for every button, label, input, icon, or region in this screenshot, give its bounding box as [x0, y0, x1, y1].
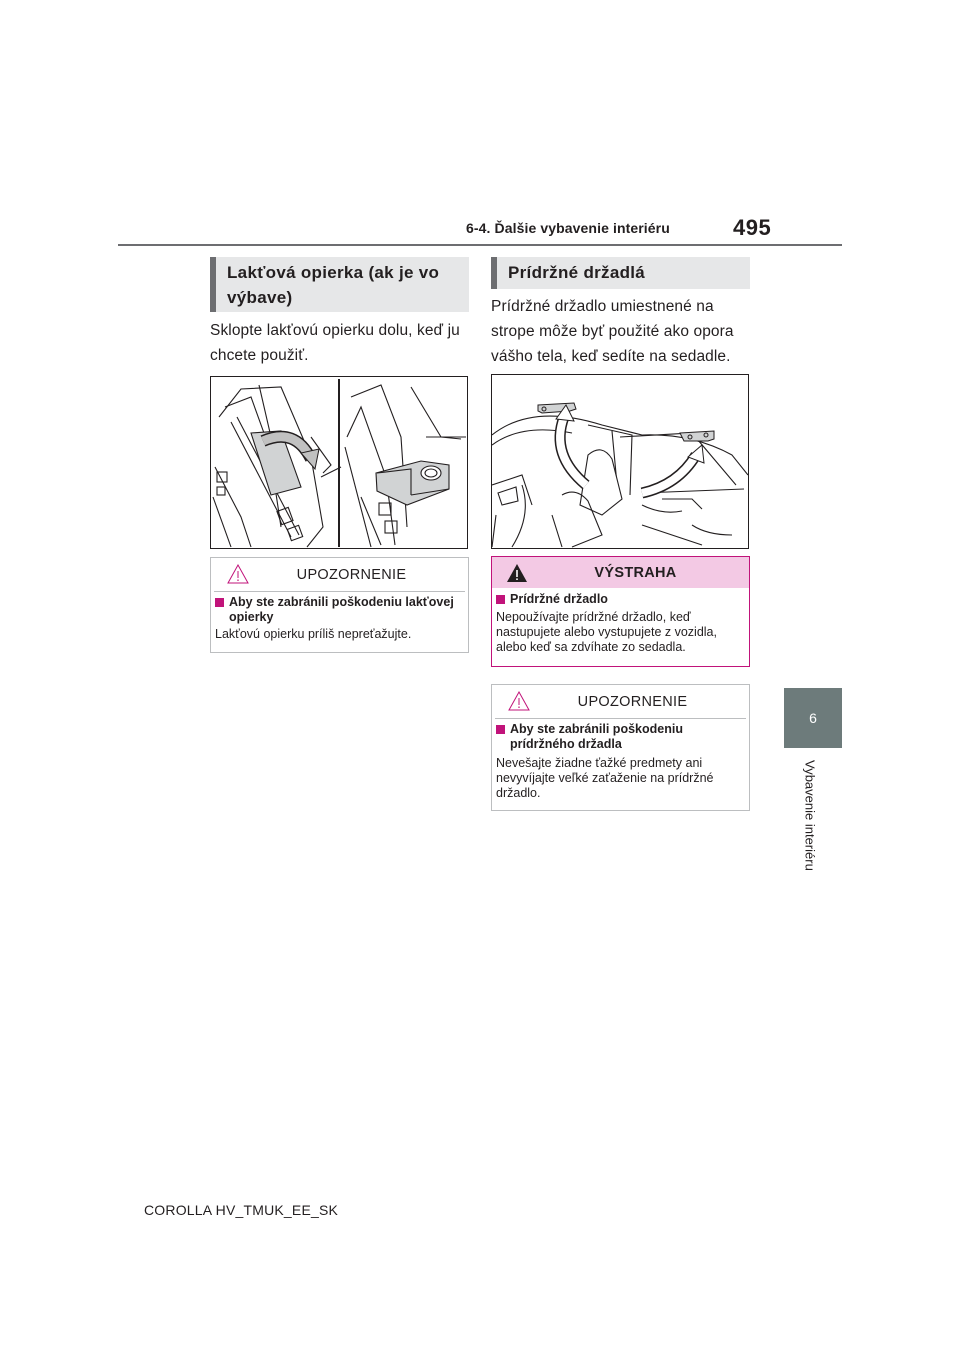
caution-label: UPOZORNENIE [577, 693, 688, 710]
chapter-tab-title-text: Vybavenie interiéru [802, 760, 818, 871]
bullet-square-icon [496, 725, 505, 734]
grab-handle-text: Prídržné držadlo umiestnené na strope môže byť použité ako opora vášho tela, keď sedíte na sedadle. [491, 298, 734, 365]
armrest-caution-box [210, 557, 469, 653]
grab-handle-heading: Prídržné držadlá [491, 257, 750, 289]
grab-handle-warning-box [491, 556, 750, 667]
warning-label: VÝSTRAHA [594, 564, 677, 581]
warning-subheading [492, 592, 749, 607]
caution-subheading [492, 722, 749, 752]
caution-subheading-text: Aby ste zabránili poškodeniu prídržného držadla [510, 722, 683, 751]
armrest-heading: Lakťová opierka (ak je vo výbave) [210, 257, 469, 312]
chapter-tab-number: 6 [784, 688, 842, 748]
warning-triangle-icon [506, 563, 528, 583]
section-title: 6-4. Ďalšie vybavenie interiéru [466, 220, 670, 236]
warning-subheading-text: Prídržné držadlo [510, 592, 608, 606]
page-number: 495 [733, 215, 772, 240]
caution-body: Nevešajte žiadne ťažké predmety ani nevyvíjajte veľké zaťaženie na prídržné držadlo. [496, 756, 714, 800]
caution-header [492, 685, 749, 718]
armrest-illustration [210, 376, 468, 549]
warning-header [492, 557, 749, 588]
bullet-square-icon [215, 598, 224, 607]
caution-body: Lakťovú opierku príliš nepreťažujte. [215, 627, 412, 641]
grab-handle-illustration-drawing [492, 375, 748, 548]
grab-handle-illustration [491, 374, 749, 549]
caution-divider [495, 718, 746, 719]
footer-code: COROLLA HV_TMUK_EE_SK [144, 1202, 339, 1218]
armrest-text: Sklopte lakťovú opierku dolu, keď ju chcete použiť. [210, 322, 460, 364]
caution-subheading [211, 595, 468, 625]
header-divider [118, 244, 842, 246]
caution-triangle-icon [227, 564, 249, 584]
caution-header [211, 558, 468, 591]
warning-body: Nepoužívajte prídržné držadlo, keď nastupujete alebo vystupujete z vozidla, alebo keď sa zdvíhate zo sedadla. [496, 610, 717, 654]
armrest-illustration-drawing [211, 377, 467, 548]
caution-triangle-icon [508, 691, 530, 711]
chapter-tab-title [760, 760, 860, 900]
caution-subheading-text: Aby ste zabránili poškodeniu lakťovej opierky [229, 595, 454, 624]
grab-handle-caution-box [491, 684, 750, 811]
caution-divider [214, 591, 465, 592]
bullet-square-icon [496, 595, 505, 604]
caution-label: UPOZORNENIE [296, 566, 407, 583]
